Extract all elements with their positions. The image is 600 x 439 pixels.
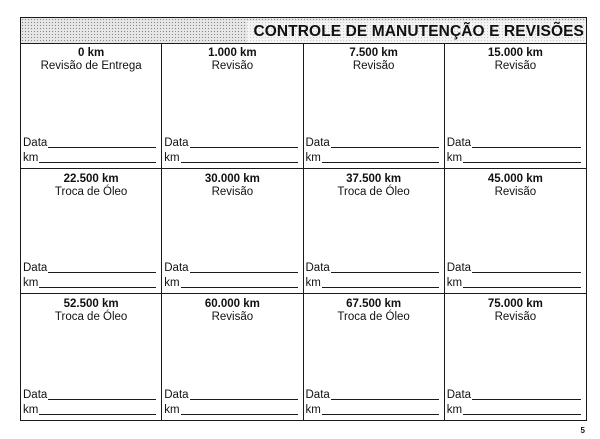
km-label: km xyxy=(446,403,463,416)
service-cell xyxy=(21,294,162,420)
title-bar xyxy=(21,18,586,44)
km-label: km xyxy=(164,403,180,416)
service-type: Revisão de Entrega xyxy=(40,60,142,72)
km-line xyxy=(181,287,298,288)
service-type: Troca de Óleo xyxy=(54,185,128,198)
date-line xyxy=(190,147,298,148)
km-line xyxy=(181,414,298,415)
date-label: Data xyxy=(23,262,48,275)
date-field[interactable] xyxy=(447,136,581,150)
km-label: km xyxy=(23,277,39,290)
service-type: Revisão xyxy=(211,311,254,324)
date-line xyxy=(472,272,581,273)
service-type: Revisão xyxy=(494,311,537,324)
date-field[interactable] xyxy=(306,136,439,150)
date-field[interactable] xyxy=(447,261,581,275)
service-type: Troca de Óleo xyxy=(337,311,410,324)
date-line xyxy=(48,399,156,400)
km-label: km xyxy=(305,277,321,290)
service-mileage: 7.500 km xyxy=(349,47,398,59)
service-mileage: 37.500 km xyxy=(346,172,402,185)
page-title: CONTROLE DE MANUTENÇÃO E REVISÕES xyxy=(247,21,586,43)
date-field[interactable] xyxy=(23,136,156,150)
km-label: km xyxy=(23,403,39,416)
km-field[interactable] xyxy=(164,276,297,290)
service-cell xyxy=(21,43,162,169)
service-type: Troca de Óleo xyxy=(337,185,410,198)
km-line xyxy=(463,287,581,288)
date-field[interactable] xyxy=(164,261,297,275)
date-label: Data xyxy=(446,388,472,401)
km-field[interactable] xyxy=(164,403,297,417)
service-type: Revisão xyxy=(494,185,537,198)
date-line xyxy=(331,147,439,148)
km-label: km xyxy=(446,151,463,164)
service-cell xyxy=(445,169,586,295)
date-field[interactable] xyxy=(164,136,297,150)
date-label: Data xyxy=(446,262,472,275)
km-field[interactable] xyxy=(164,151,297,165)
date-label: Data xyxy=(23,388,48,401)
date-field[interactable] xyxy=(164,388,297,402)
km-line xyxy=(39,414,156,415)
service-cell xyxy=(304,43,445,169)
service-grid xyxy=(21,43,586,420)
service-cell xyxy=(162,43,303,169)
km-field[interactable] xyxy=(306,151,439,165)
km-field[interactable] xyxy=(23,403,156,417)
service-mileage: 45.000 km xyxy=(487,172,543,185)
service-mileage: 0 km xyxy=(78,47,105,59)
date-field[interactable] xyxy=(306,261,439,275)
date-line xyxy=(472,147,581,148)
date-line xyxy=(190,272,298,273)
km-field[interactable] xyxy=(447,276,581,290)
km-field[interactable] xyxy=(447,403,581,417)
service-cell xyxy=(21,169,162,295)
date-line xyxy=(48,272,156,273)
service-cell xyxy=(445,43,586,169)
km-line xyxy=(322,162,439,163)
service-cell xyxy=(304,294,445,420)
km-label: km xyxy=(164,151,180,164)
date-line xyxy=(190,399,298,400)
date-label: Data xyxy=(446,136,472,149)
service-type: Revisão xyxy=(211,185,254,198)
km-line xyxy=(463,414,581,415)
date-label: Data xyxy=(305,136,330,149)
km-label: km xyxy=(446,277,463,290)
service-mileage: 22.500 km xyxy=(63,172,119,185)
date-line xyxy=(472,399,581,400)
km-field[interactable] xyxy=(447,151,581,165)
service-cell xyxy=(445,294,586,420)
date-field[interactable] xyxy=(23,261,156,275)
km-label: km xyxy=(23,151,39,164)
km-field[interactable] xyxy=(23,276,156,290)
km-line xyxy=(322,414,439,415)
service-mileage: 1.000 km xyxy=(208,47,257,59)
maintenance-sheet xyxy=(20,17,587,421)
km-label: km xyxy=(305,403,321,416)
km-label: km xyxy=(305,151,321,164)
service-mileage: 67.500 km xyxy=(346,298,402,311)
km-line xyxy=(322,287,439,288)
km-line xyxy=(39,287,156,288)
km-line xyxy=(181,162,298,163)
service-type: Revisão xyxy=(211,60,254,72)
date-label: Data xyxy=(164,262,189,275)
km-label: km xyxy=(164,277,180,290)
date-label: Data xyxy=(23,136,48,149)
page-number: 5 xyxy=(580,426,585,435)
km-line xyxy=(39,162,156,163)
date-label: Data xyxy=(164,388,189,401)
km-field[interactable] xyxy=(306,403,439,417)
service-mileage: 75.000 km xyxy=(487,298,543,311)
service-cell xyxy=(304,169,445,295)
km-line xyxy=(463,162,581,163)
service-mileage: 60.000 km xyxy=(204,298,260,311)
service-mileage: 52.500 km xyxy=(63,298,119,311)
date-line xyxy=(331,272,439,273)
service-type: Revisão xyxy=(352,60,395,72)
date-label: Data xyxy=(305,262,330,275)
date-field[interactable] xyxy=(447,388,581,402)
km-field[interactable] xyxy=(306,276,439,290)
service-mileage: 15.000 km xyxy=(487,47,543,59)
km-field[interactable] xyxy=(23,151,156,165)
service-mileage: 30.000 km xyxy=(204,172,260,185)
service-type: Revisão xyxy=(494,60,537,72)
date-label: Data xyxy=(164,136,189,149)
date-label: Data xyxy=(305,388,330,401)
date-field[interactable] xyxy=(23,388,156,402)
service-cell xyxy=(162,169,303,295)
date-line xyxy=(331,399,439,400)
service-cell xyxy=(162,294,303,420)
date-line xyxy=(48,147,156,148)
service-type: Troca de Óleo xyxy=(54,311,128,324)
date-field[interactable] xyxy=(306,388,439,402)
